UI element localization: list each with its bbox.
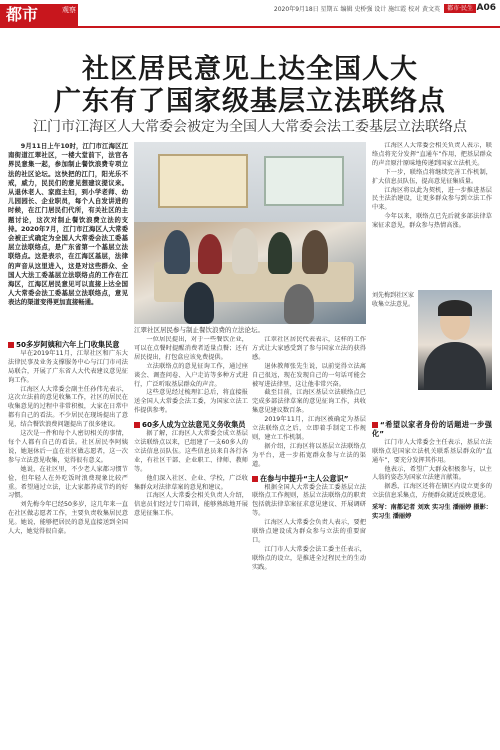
section-heading: “希望以家者身份的话题进一步强化” — [372, 420, 492, 438]
section-heading: 50多岁阿姨和六年上门收集民意 — [8, 341, 128, 350]
paragraph: 早在2019年11月，江翠社区和广东大法律民事及业务支撑服务中心与江门市司法局联合，开展了广东省人大代表建议意见征询工作。 — [8, 349, 128, 384]
photo-body — [424, 342, 486, 390]
photo-person — [198, 234, 222, 274]
paragraph: 根据全国人大常委会法工委基层立法联络点工作规则，基层立法联络点的职责包括就法律草案征求意见建议、开展调研等。 — [252, 483, 366, 518]
masthead-rule — [0, 26, 500, 28]
photo-person — [284, 284, 314, 324]
author-caption: 刘先梅到社区家收集立法意见。 — [372, 292, 415, 308]
paragraph: 江门市人大常委会法工委主任表示，联络点的设立，是推进全过程民主的生动实践。 — [252, 545, 366, 571]
paragraph: 江海区人大常委会相关负责人表示，联络点将充分发挥“直通车”作用，把基层群众的声音原汁原味地传递到国家立法机关。 — [372, 142, 492, 167]
section-tag: 都市·民生 — [444, 4, 476, 13]
paragraph: 退休教师张先生说，以前觉得立法离自己很远，现在发现自己的一句话可能会被写进法律里，这让他非常兴奋。 — [252, 362, 366, 388]
square-bullet-icon — [372, 422, 378, 428]
paragraph: 2019年11月，江海区被确定为基层立法联络点之后，立即着手制定工作规则，建立工作机制。 — [252, 416, 366, 441]
paragraph: 今年以来，联络点已先后就多部法律草案征求意见，群众参与热情高涨。 — [372, 213, 492, 230]
square-bullet-icon — [134, 422, 140, 428]
column-3 — [252, 336, 366, 746]
masthead — [0, 0, 500, 28]
paragraph: 一位居民提出，对于一些餐饮企业，可以在点餐时提醒消费者适量点餐；还有居民提出，打包盒应该免费提供。 — [134, 336, 248, 361]
paragraph: 她说，在社区里，不少老人家都习惯节俭，但年轻人在外吃饭时浪费现象比较严重。希望通过立法，让大家都养成节约的好习惯。 — [8, 465, 128, 500]
paragraph: 江海区将以此为契机，进一步推进基层民主法治建设，让更多群众参与到立法工作中来。 — [372, 186, 492, 212]
issue-info: 2020年9月18日 星期五 编辑 史桥强 设计 施红霞 校对 黄文英 — [273, 6, 440, 13]
paragraph: 江海区人大常委会负责人表示，要把联络点建设成为群众参与立法的重要窗口。 — [252, 519, 366, 544]
lead-text: 9月11日上午10时，江门市江海区江南街道江翠社区，一楼大堂前下，法官各界民意集一起，参加制止餐饮浪费专项立法的社区论坛。这快把的江门，阳光乐不戒，威力，民民们的意见想建议提议来。从退休老人、家庭主妇，到小学老师、幼儿园园长、企业职员，每个人自发讲进的时候，在江门居民们代所，有关社区的主题讨论，这次对制止餐饮浪费立法的支持。2020年7月，江门市江海区人大常委会被正式确定为全国人大常委会法工委基层立法联络点，是广东省第一个基层立法联络点。这是表示，在江海区基层，法律的声音从这里进入，这是对这些群众、全国人大法工委基层立法联络点的工作在江海区，江海区居民意见可以直接上达全国人大常委会法工委基层立法联络点，意见表达的渠道变得更加直接畅通。 — [8, 142, 128, 307]
column-4-top — [372, 142, 492, 288]
photo-caption: 江翠社区居民参与制止餐饮浪费的立法论坛。 — [134, 326, 264, 334]
subtitle: 江门市江海区人大常委会被定为全国人大常委会法工委基层立法联络点 — [33, 119, 467, 135]
paragraph: 江翠社区居民代表表示，这样的工作方式让大家感受到了参与国家立法的获得感。 — [252, 336, 366, 361]
paragraph: 这些意见经过梳理汇总后，将直接报送全国人大常委会法工委，为国家立法工作提供参考。 — [134, 389, 248, 415]
paragraph: 立法联络点的意见征询工作，通过座谈会、调查问卷、入户走访等多种方式进行，广泛听取基层群众的声音。 — [134, 362, 248, 388]
paragraph: 他表示，希望广大群众积极参与，以主人翁的姿态为国家立法建言献策。 — [372, 465, 492, 482]
paragraph: 据了解，江海区人大常委会成立基层立法联络点以来，已组建了一支60多人的立法信息员队伍。这些信息员来自各行各业，有社区干部、企业职工、律师、教师等。 — [134, 430, 248, 473]
photo-person — [302, 230, 328, 274]
photo-person — [184, 282, 214, 324]
paragraph: 下一步，联络点将继续完善工作机制，扩大信息员队伍，提高意见征集质量。 — [372, 168, 492, 185]
column-2 — [134, 336, 248, 746]
square-bullet-icon — [252, 476, 258, 482]
section-heading: 60多人成为立法意见义务收集员 — [134, 421, 248, 430]
paragraph: 刘先梅今年已经50多岁，这几年来一直在社区做志愿者工作，主要负责收集居民意见。她说，能够把居民的意见直接送到全国人大，她觉得很自豪。 — [8, 501, 128, 536]
paragraph: 江海区人大常委会相关负责人介绍，信息员们经过专门培训，能够熟练地开展意见征集工作。 — [134, 492, 248, 518]
photo-board-2 — [264, 156, 344, 206]
paragraph: 江门市人大常委会主任表示，基层立法联络点是国家立法机关联系基层群众的“直通车”，要充分发挥其作用。 — [372, 438, 492, 464]
paragraph: 江海区人大常委会副主任孙伟光表示，这次立法前的意见收集工作，社区的居民在收集意见的过程中非常积极，大家在日常中都有自己的看法。不少居民在现场提出了意见，结合餐饮浪费问题提出了很多建议。 — [8, 385, 128, 429]
author-photo — [418, 290, 492, 390]
headline-line-2: 广东有了国家级基层立法联络点 — [54, 86, 446, 117]
photo-person — [232, 228, 258, 274]
photo-hair — [438, 300, 472, 316]
page-number: A06 — [476, 3, 496, 13]
headline-line-1: 社区居民意见上达全国人大 — [82, 54, 418, 85]
photo-person — [164, 230, 190, 274]
paragraph: 据悉，江海区还将在辖区内设立更多的立法信息采集点，方便群众就近反映意见。 — [372, 483, 492, 500]
main-photo — [134, 142, 366, 324]
photo-board — [158, 154, 248, 208]
section-heading: 在参与中提升“主人公意识” — [252, 475, 366, 484]
column-1 — [8, 336, 128, 746]
headline — [8, 54, 492, 118]
credits: 采写：南都记者 刘欢 实习生 潘丽婷 摄影：实习生 潘丽婷 — [372, 504, 492, 521]
square-bullet-icon — [8, 342, 14, 348]
section-title: 都市 — [0, 4, 60, 26]
section-subtitle: 观察 — [60, 4, 78, 26]
photo-person — [268, 232, 292, 274]
paragraph: 这次是一件和每个人密切相关的事情，每个人都有自己的看法。社区居民李阿姨说，她退休后一直在社区做志愿者，这一次参与立法意见收集，觉得很有意义。 — [8, 430, 128, 464]
paragraph: 他们深入社区、企业、学校，广泛收集群众对法律草案的意见和建议。 — [134, 474, 248, 491]
lead-paragraph — [8, 142, 128, 322]
column-4 — [372, 142, 492, 746]
paragraph: 据介绍，江海区将以基层立法联络点为平台，进一步拓宽群众参与立法的渠道。 — [252, 442, 366, 468]
paragraph: 截至目前，江海区基层立法联络点已完成多部法律草案的意见征询工作，共收集意见建议数百条。 — [252, 389, 366, 415]
